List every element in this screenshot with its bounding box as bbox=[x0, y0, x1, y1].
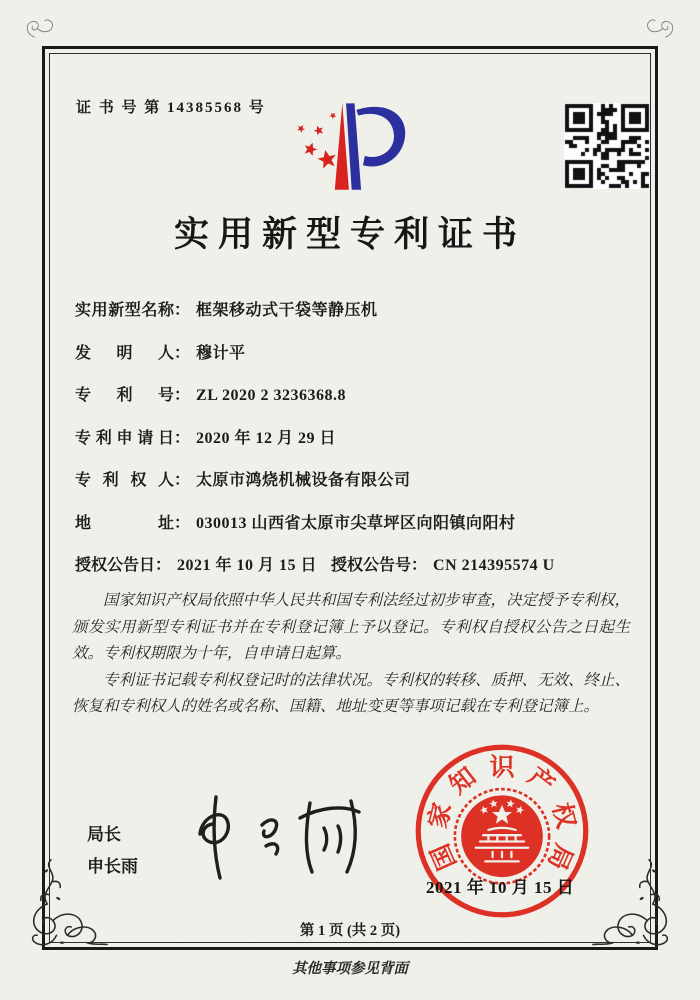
legal-text bbox=[72, 588, 630, 721]
field-list bbox=[75, 297, 627, 595]
legal-paragraph: 专利证书记载专利权登记时的法律状况。专利权的转移、质押、无效、终止、恢复和专利权人的姓名或名称、国籍、地址变更等事项记载在专利登记簿上。 bbox=[72, 671, 631, 715]
reverse-side-note: 其他事项参见背面 bbox=[292, 961, 408, 977]
grant-date-value: 2021 年 10 月 15 日 bbox=[177, 557, 318, 574]
field-label: 专利号 bbox=[75, 387, 174, 404]
svg-text:知: 知 bbox=[445, 762, 482, 800]
official-name: 申长雨 bbox=[87, 857, 138, 876]
grant-no-value: CN 214395574 U bbox=[433, 557, 555, 574]
field-value: 太原市鸿烧机械设备有限公司 bbox=[196, 472, 411, 489]
commissioner-signature bbox=[186, 788, 376, 883]
field-label: 专利权人 bbox=[75, 472, 174, 489]
corner-flourish-icon bbox=[634, 12, 682, 62]
certificate-number: 证 书 号 第 14385568 号 bbox=[76, 100, 266, 116]
qr-code bbox=[564, 103, 650, 189]
svg-text:局: 局 bbox=[542, 839, 577, 874]
svg-text:权: 权 bbox=[546, 800, 580, 832]
field-row-patent-no: 专利号： ZL 2020 2 3236368.8 bbox=[75, 382, 627, 425]
field-value: 穆计平 bbox=[196, 344, 246, 362]
svg-text:国: 国 bbox=[427, 839, 462, 874]
field-value: 030013 山西省太原市尖草坪区向阳镇向阳村 bbox=[196, 514, 516, 532]
svg-text:家: 家 bbox=[424, 800, 458, 832]
field-row-name: 实用新型名称： 框架移动式干袋等静压机 bbox=[75, 297, 627, 340]
cnipa-logo-icon bbox=[286, 97, 408, 197]
field-row-address: 地址： 030013 山西省太原市尖草坪区向阳镇向阳村 bbox=[75, 510, 627, 553]
field-label: 地址 bbox=[75, 514, 174, 532]
field-row-patentee: 专利权人： 太原市鸿烧机械设备有限公司 bbox=[75, 467, 627, 510]
legal-paragraph: 国家知识产权局依照中华人民共和国专利法经过初步审查，决定授予专利权，颁发实用新型专利证书并在专利登记簿上予以登记。专利权自授权公告之日起生效。专利权期限为十年，自申请日起算。 bbox=[72, 592, 631, 662]
field-label: 发明人 bbox=[75, 344, 174, 362]
official-title: 局长 bbox=[87, 825, 121, 844]
svg-text:产: 产 bbox=[522, 762, 559, 800]
grant-no-label: 授权公告号 bbox=[331, 557, 412, 574]
field-value: 框架移动式干袋等静压机 bbox=[196, 302, 378, 319]
page-number: 第 1 页 (共 2 页) bbox=[299, 923, 401, 939]
seal-date: 2021 年 10 月 15 日 bbox=[426, 878, 575, 897]
certificate-title: 实用新型专利证书 bbox=[173, 215, 526, 254]
field-label: 专利申请日 bbox=[75, 429, 174, 447]
field-label: 实用新型名称 bbox=[75, 302, 174, 319]
corner-flourish-icon bbox=[18, 12, 66, 62]
field-value: ZL 2020 2 3236368.8 bbox=[196, 387, 346, 404]
field-row-grant: 授权公告日： 2021 年 10 月 15 日 授权公告号： CN 214395574 U bbox=[75, 557, 555, 574]
grant-date-label: 授权公告日 bbox=[75, 557, 156, 574]
field-value: 2020 年 12 月 29 日 bbox=[196, 429, 337, 447]
field-row-inventor: 发明人： 穆计平 bbox=[75, 340, 627, 383]
national-emblem-icon bbox=[455, 789, 549, 883]
field-row-filing-date: 专利申请日： 2020 年 12 月 29 日 bbox=[75, 425, 627, 468]
svg-text:识: 识 bbox=[489, 754, 515, 782]
